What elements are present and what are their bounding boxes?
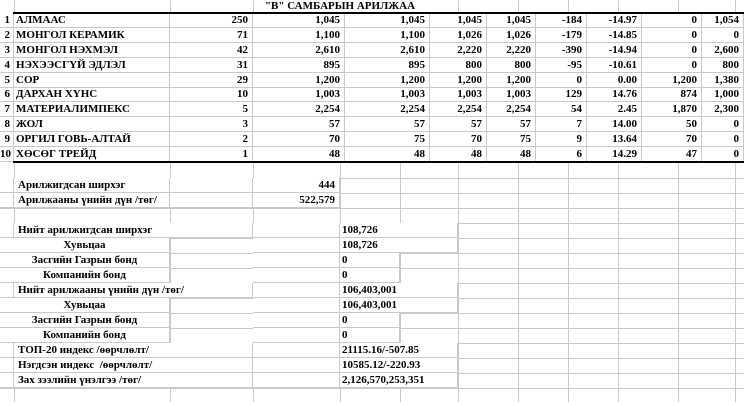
summary-value[interactable]: 444	[253, 178, 340, 193]
value-cell[interactable]: 1,003	[430, 88, 487, 102]
value-cell[interactable]: 800	[487, 58, 536, 73]
value-cell[interactable]: 1,380	[702, 73, 744, 88]
value-cell[interactable]: 10	[170, 88, 253, 102]
value-cell[interactable]: 1,100	[253, 28, 345, 43]
empty-cell[interactable]	[0, 178, 14, 193]
value-cell[interactable]: 48	[345, 147, 430, 162]
value-cell[interactable]: 2,610	[253, 43, 345, 58]
value-cell[interactable]: 57	[430, 117, 487, 132]
summary-label[interactable]: Зах зээлийн үнэлгээ /төг/	[14, 373, 253, 388]
summary-label[interactable]: Засгийн Газрын бонд	[0, 313, 170, 328]
company-name[interactable]: МОНГОЛ НЭХМЭЛ	[14, 43, 170, 58]
table-bottom-border	[13, 161, 744, 163]
value-cell[interactable]: 70	[642, 132, 702, 147]
value-cell[interactable]: -14.85	[587, 28, 642, 43]
value-cell[interactable]: 800	[430, 58, 487, 73]
value-cell[interactable]: 6	[536, 147, 587, 162]
value-cell[interactable]: 13.64	[587, 132, 642, 147]
summary-value[interactable]: 0	[340, 268, 400, 283]
summary-label[interactable]: Компанийн бонд	[0, 328, 170, 343]
summary-label[interactable]: Нийт арилжааны үнийн дүн /төг/	[14, 283, 253, 298]
value-cell[interactable]: 2,254	[345, 102, 430, 117]
value-cell[interactable]: -95	[536, 58, 587, 73]
value-cell[interactable]: -184	[536, 13, 587, 28]
value-cell[interactable]: 71	[170, 28, 253, 43]
value-cell[interactable]: 2,220	[430, 43, 487, 58]
summary-value[interactable]: 0	[340, 328, 400, 343]
value-cell[interactable]: 1,045	[487, 13, 536, 28]
value-cell[interactable]: 1,054	[702, 13, 744, 28]
summary-label[interactable]: Компанийн бонд	[0, 268, 170, 283]
value-cell[interactable]: 29	[170, 73, 253, 88]
value-cell[interactable]: 48	[430, 147, 487, 162]
company-name[interactable]: МОНГОЛ КЕРАМИК	[14, 28, 170, 43]
company-name[interactable]: СОР	[14, 73, 170, 88]
value-cell[interactable]: 0	[702, 117, 744, 132]
empty-cell[interactable]	[253, 283, 340, 298]
value-cell[interactable]: 0	[642, 43, 702, 58]
value-cell[interactable]: 9	[536, 132, 587, 147]
value-cell[interactable]: -10.61	[587, 58, 642, 73]
empty-cell[interactable]	[0, 373, 14, 388]
value-cell[interactable]: 48	[487, 147, 536, 162]
company-name[interactable]: НЭХЭЭСГҮЙ ЭДЛЭЛ	[14, 58, 170, 73]
company-name[interactable]: ДАРХАН ХҮНС	[14, 88, 170, 102]
summary-label[interactable]: Засгийн Газрын бонд	[0, 253, 170, 268]
summary-label[interactable]: Хувьцаа	[0, 298, 170, 313]
value-cell[interactable]: 1,200	[253, 73, 345, 88]
board-title[interactable]: "В" САМБАРЫН АРИЛЖАА	[255, 0, 425, 13]
row-number[interactable]: 2	[0, 28, 14, 43]
empty-cell[interactable]	[0, 283, 14, 298]
empty-cell[interactable]	[170, 193, 253, 208]
empty-cell[interactable]	[253, 238, 340, 253]
value-cell[interactable]: 1,200	[487, 73, 536, 88]
value-cell[interactable]: 14.29	[587, 147, 642, 162]
empty-cell[interactable]	[253, 313, 340, 328]
value-cell[interactable]: 1,026	[487, 28, 536, 43]
value-cell[interactable]: 1,045	[430, 13, 487, 28]
empty-cell[interactable]	[0, 193, 14, 208]
value-cell[interactable]: -179	[536, 28, 587, 43]
value-cell[interactable]: 42	[170, 43, 253, 58]
value-cell[interactable]: 0	[642, 58, 702, 73]
value-cell[interactable]: 57	[345, 117, 430, 132]
value-cell[interactable]: 70	[430, 132, 487, 147]
value-cell[interactable]: 1,003	[345, 88, 430, 102]
value-cell[interactable]: 0	[702, 132, 744, 147]
empty-cell[interactable]	[253, 343, 340, 358]
value-cell[interactable]: 3	[170, 117, 253, 132]
value-cell[interactable]: 54	[536, 102, 587, 117]
value-cell[interactable]: 47	[642, 147, 702, 162]
row-number[interactable]: 9	[0, 132, 14, 147]
company-name[interactable]: АЛМААС	[14, 13, 170, 28]
value-cell[interactable]: 2.45	[587, 102, 642, 117]
table-top-border	[13, 12, 744, 14]
value-cell[interactable]: 2,610	[345, 43, 430, 58]
value-cell[interactable]: 1,200	[345, 73, 430, 88]
empty-cell[interactable]	[253, 328, 340, 343]
value-cell[interactable]: 1,026	[430, 28, 487, 43]
empty-cell[interactable]	[0, 223, 14, 238]
row-number[interactable]: 1	[0, 13, 14, 28]
value-cell[interactable]: 1,100	[345, 28, 430, 43]
empty-cell[interactable]	[253, 268, 340, 283]
value-cell[interactable]: 895	[253, 58, 345, 73]
value-cell[interactable]: 1,870	[642, 102, 702, 117]
value-cell[interactable]: 874	[642, 88, 702, 102]
row-number[interactable]: 4	[0, 58, 14, 73]
value-cell[interactable]: 0.00	[587, 73, 642, 88]
row-number[interactable]: 8	[0, 117, 14, 132]
value-cell[interactable]: 2,254	[430, 102, 487, 117]
value-cell[interactable]: 1,003	[487, 88, 536, 102]
summary-label[interactable]: Хувьцаа	[0, 238, 170, 253]
value-cell[interactable]: 57	[487, 117, 536, 132]
summary-value[interactable]: 108,726	[340, 238, 458, 253]
value-cell[interactable]: 1,003	[253, 88, 345, 102]
value-cell[interactable]: 800	[702, 58, 744, 73]
company-name[interactable]: ОРГИЛ ГОВЬ-АЛТАЙ	[14, 132, 170, 147]
value-cell[interactable]: 2,254	[487, 102, 536, 117]
value-cell[interactable]: 2,300	[702, 102, 744, 117]
summary-value[interactable]: 2,126,570,253,351	[340, 373, 458, 388]
empty-cell[interactable]	[0, 358, 14, 373]
summary-label[interactable]: Нийт арилжигдсан ширхэг	[14, 223, 253, 238]
summary-value[interactable]: 108,726	[340, 223, 458, 238]
value-cell[interactable]: 0	[642, 28, 702, 43]
value-cell[interactable]: 75	[487, 132, 536, 147]
value-cell[interactable]: 0	[702, 147, 744, 162]
value-cell[interactable]: 0	[702, 28, 744, 43]
value-cell[interactable]: 7	[536, 117, 587, 132]
row-number[interactable]: 7	[0, 102, 14, 117]
summary-value[interactable]: 0	[340, 253, 400, 268]
summary-label[interactable]: ТОП-20 индекс /өөрчлөлт/	[14, 343, 253, 358]
value-cell[interactable]: 50	[642, 117, 702, 132]
value-cell[interactable]: 2	[170, 132, 253, 147]
empty-cell[interactable]	[253, 253, 340, 268]
gridline-horizontal	[0, 208, 744, 209]
value-cell[interactable]: 48	[253, 147, 345, 162]
summary-label[interactable]: Арилжааны үнийн дүн /төг/	[14, 193, 170, 208]
value-cell[interactable]: 1,045	[253, 13, 345, 28]
value-cell[interactable]: 2,220	[487, 43, 536, 58]
row-number[interactable]: 6	[0, 88, 14, 102]
company-name[interactable]: ЖОЛ	[14, 117, 170, 132]
value-cell[interactable]: 1,000	[702, 88, 744, 102]
company-name[interactable]: МАТЕРИАЛИМПЕКС	[14, 102, 170, 117]
value-cell[interactable]: 1,200	[642, 73, 702, 88]
value-cell[interactable]: 0	[536, 73, 587, 88]
value-cell[interactable]: 2,600	[702, 43, 744, 58]
value-cell[interactable]: 2,254	[253, 102, 345, 117]
value-cell[interactable]: 5	[170, 102, 253, 117]
summary-value[interactable]: 522,579	[253, 193, 340, 208]
row-number[interactable]: 5	[0, 73, 14, 88]
summary-label[interactable]: Нэгдсэн индекс /өөрчлөлт/	[14, 358, 253, 373]
value-cell[interactable]: 0	[642, 13, 702, 28]
value-cell[interactable]: -390	[536, 43, 587, 58]
summary-value[interactable]: 106,403,001	[340, 298, 458, 313]
value-cell[interactable]: 70	[253, 132, 345, 147]
empty-cell[interactable]	[253, 358, 340, 373]
summary-label[interactable]: Арилжигдсан ширхэг	[14, 178, 170, 193]
value-cell[interactable]: 1,045	[345, 13, 430, 28]
empty-cell[interactable]	[253, 223, 340, 238]
value-cell[interactable]: 75	[345, 132, 430, 147]
company-name[interactable]: ХӨСӨГ ТРЕЙД	[14, 147, 170, 162]
row-number[interactable]: 10	[0, 147, 14, 162]
row-number[interactable]: 3	[0, 43, 14, 58]
value-cell[interactable]: 1	[170, 147, 253, 162]
value-cell[interactable]: 129	[536, 88, 587, 102]
summary-value[interactable]: 21115.16/-507.85	[340, 343, 458, 358]
empty-cell[interactable]	[0, 343, 14, 358]
value-cell[interactable]: 57	[253, 117, 345, 132]
empty-cell[interactable]	[253, 373, 340, 388]
value-cell[interactable]: 14.76	[587, 88, 642, 102]
value-cell[interactable]: 250	[170, 13, 253, 28]
value-cell[interactable]: 14.00	[587, 117, 642, 132]
value-cell[interactable]: -14.97	[587, 13, 642, 28]
summary-value[interactable]: 10585.12/-220.93	[340, 358, 458, 373]
value-cell[interactable]: 1,200	[430, 73, 487, 88]
gridline-horizontal	[0, 388, 744, 389]
empty-cell[interactable]	[253, 298, 340, 313]
summary-value[interactable]: 106,403,001	[340, 283, 458, 298]
value-cell[interactable]: 895	[345, 58, 430, 73]
summary-value[interactable]: 0	[340, 313, 400, 328]
value-cell[interactable]: 31	[170, 58, 253, 73]
empty-cell[interactable]	[170, 178, 253, 193]
value-cell[interactable]: -14.94	[587, 43, 642, 58]
